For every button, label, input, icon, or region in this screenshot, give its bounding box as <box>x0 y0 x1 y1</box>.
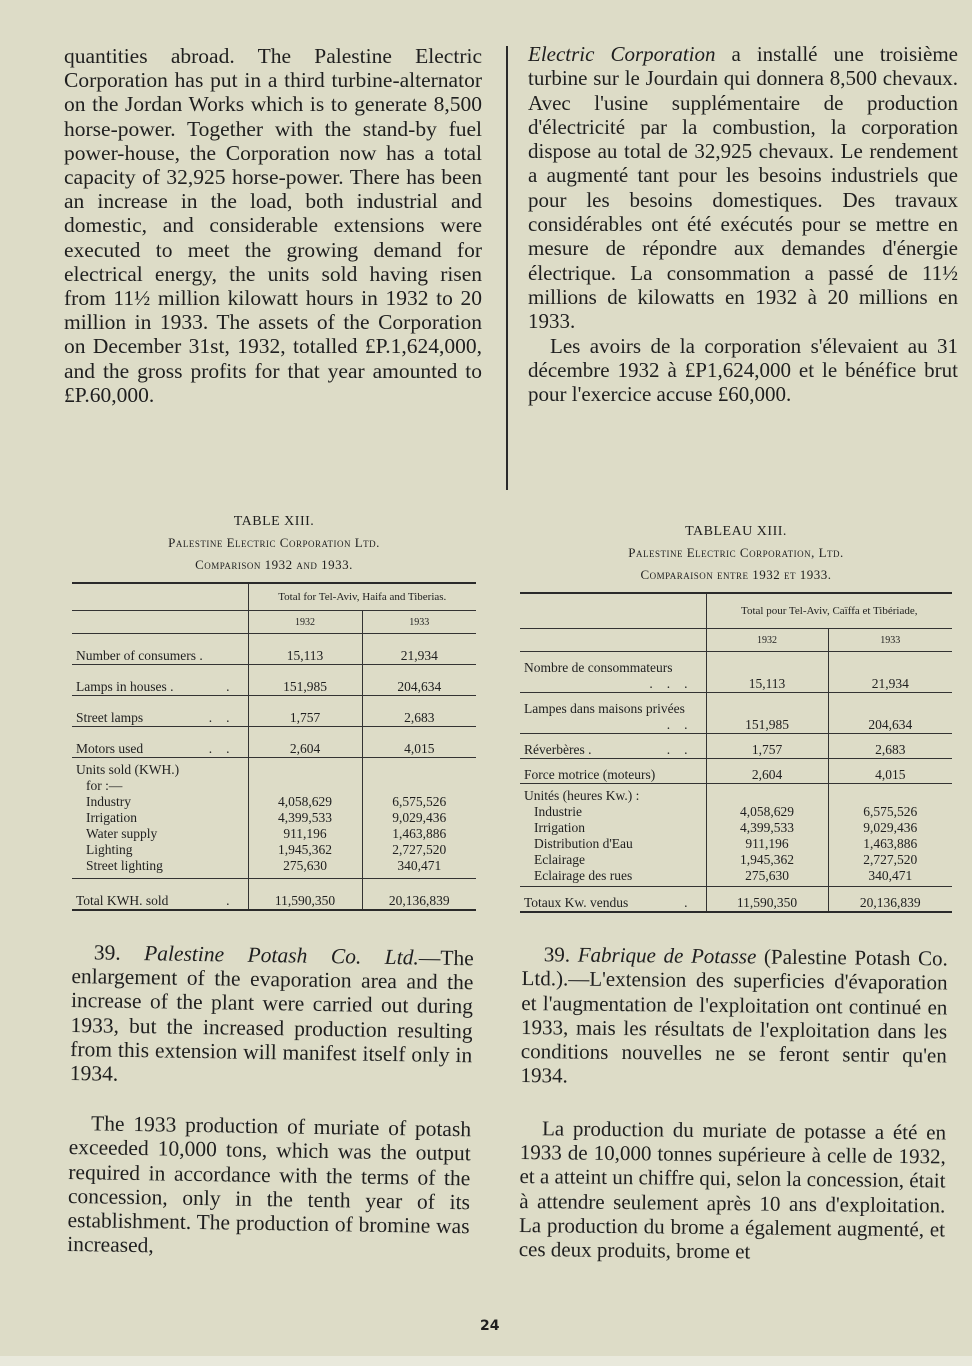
english-potash-para1: 39. Palestine Potash Co. Ltd.—The enlargement of the evaporation area and the increase of the plant were carried out during 1933, but the increased production resulting from this extension will manifest itself only in 1934. <box>69 940 474 1086</box>
french-assets-paragraph: Les avoirs de la corporation s'élevaient au 31 décembre 1932 à £P1,624,000 et le bénéfice brut pour l'exercice accuse £60,000. <box>528 333 958 407</box>
english-table-subtitle: Palestine Electric Corporation Ltd. <box>168 535 380 550</box>
french-potash-para2: La production du muriate de potasse a été en 1933 de 10,000 tonnes supérieure à celle de 1932, et a atteint un chiffre qui, selon la concession, était à attendre seulement après 10 ans d'exploitation. La production du brome a également augmenté, et ces deux produits, brome et <box>518 1116 947 1264</box>
page-number: 24 <box>480 1318 500 1334</box>
english-table-caption: TABLE XIII. <box>233 514 315 529</box>
table-row: Lampes dans maisons privées .. 151,985 204,634 <box>520 693 952 734</box>
table-row: Nombre de consommateurs ... 15,113 21,934 <box>520 652 952 693</box>
english-potash-section <box>67 940 474 1263</box>
table-row: Street lamps .. 1,757 2,683 <box>72 696 476 727</box>
english-section-title: Palestine Potash Co. Ltd. <box>143 941 420 970</box>
english-table <box>72 582 476 911</box>
french-span-header: Total pour Tel-Aviv, Caïffa et Tibériade, <box>706 593 952 629</box>
table-row: Motors used .. 2,604 4,015 <box>72 727 476 758</box>
english-potash-para2: The 1933 production of muriate of potash exceeded 10,000 tons, which was the output required in accordance with the terms of the concession, only in the tenth year of its establishment. The production of bromine was increased, <box>67 1111 472 1258</box>
column-divider <box>506 46 508 490</box>
french-intro-italic: Electric Corporation <box>528 42 716 66</box>
french-table-subtitle: Palestine Electric Corporation, Ltd. <box>628 545 844 560</box>
french-year-1933: 1933 <box>828 629 952 652</box>
english-year-1932: 1932 <box>248 611 362 634</box>
french-year-1932: 1932 <box>706 629 828 652</box>
english-electric-paragraph: quantities abroad. The Palestine Electric Corporation has put in a third turbine-alternator on the Jordan Works which is to generate 8,500 horse-power. Together with the stand-by fuel power-house, the Corporation now has a total capacity of 32,925 horse-power. There has been an increase in the load, both industrial and domestic, and considerable extensions were executed to meet the growing demand for electrical energy, the units sold having risen from 11½ million kilowatt hours in 1932 to 20 million in 1933. The assets of the Corporation on December 31st, 1932, totalled £P.1,624,000, and the gross profits for that year amounted to £P.60,000. <box>64 44 482 407</box>
french-section-number: 39. <box>543 942 571 967</box>
table-row-units: Unités (heures Kw.) : Industrie Irrigation Distribution d'Eau Eclairage Eclairage des rues 4,058,629 4,399,533 911,196 1,945,362 275,630 6,575,526 9,029,436 1,463,886 2,727,520 340,471 <box>520 784 952 887</box>
table-row-units: Units sold (KWH.) for :— Industry Irrigation Water supply Lighting Street lighting 4,058,629 4,399,533 911,196 1,945,362 275,630 6,575,526 9,029,436 1,463,886 2,727,520 340,471 <box>72 758 476 879</box>
english-table-subtitle2: Comparison 1932 and 1933. <box>195 557 353 572</box>
page-edge <box>0 1356 972 1366</box>
french-section-title: Fabrique de Potasse <box>577 942 757 969</box>
french-electric-paragraph <box>528 42 958 334</box>
french-potash-para1: 39. Fabrique de Potasse (Palestine Potash Co. Ltd.).—L'extension des superficies d'évaporation et l'augmentation de l'exploitation ont continué en 1933, mais les résultats de l'exploitation dans les conditions nouvelles ne se feront sentir qu'en 1934. <box>520 942 948 1088</box>
french-table <box>520 592 952 913</box>
english-year-1933: 1933 <box>362 611 476 634</box>
french-intro-rest: a installé une troisième turbine sur le Jourdain qui donnera 8,500 chevaux. Avec l'usine supplémentaire de production d'électricité par la combustion, la corporation dispose au total de 32,925 chevaux. Le rendement a augmenté tant pour les besoins industriels que pour les besoins domestiques. Des travaux considérables ont été exécutés pour se mettre en mesure de répondre aux demandes d'énergie électrique. La consommation a passé de 11½ millions de kilowatts en 1932 à 20 millions en 1933. <box>528 42 958 334</box>
french-potash-section <box>519 942 948 1266</box>
english-span-header: Total for Tel-Aviv, Haifa and Tiberias. <box>248 583 476 611</box>
table-row: Réverbères . .. 1,757 2,683 <box>520 734 952 759</box>
french-column <box>528 42 958 406</box>
english-column <box>64 44 482 407</box>
french-table-subtitle2: Comparaison entre 1932 et 1933. <box>640 567 832 582</box>
table-row: Force motrice (moteurs) 2,604 4,015 <box>520 759 952 784</box>
french-table-caption: TABLEAU XIII. <box>685 524 787 539</box>
table-row-total: Totaux Kw. vendus . 11,590,350 20,136,839 <box>520 887 952 913</box>
english-section-number: 39. <box>93 940 121 965</box>
table-row: Number of consumers . 15,113 21,934 <box>72 634 476 665</box>
table-row-total: Total KWH. sold . 11,590,350 20,136,839 <box>72 879 476 911</box>
french-table-block <box>520 522 952 913</box>
table-row: Lamps in houses . . 151,985 204,634 <box>72 665 476 696</box>
english-table-block <box>72 512 476 911</box>
